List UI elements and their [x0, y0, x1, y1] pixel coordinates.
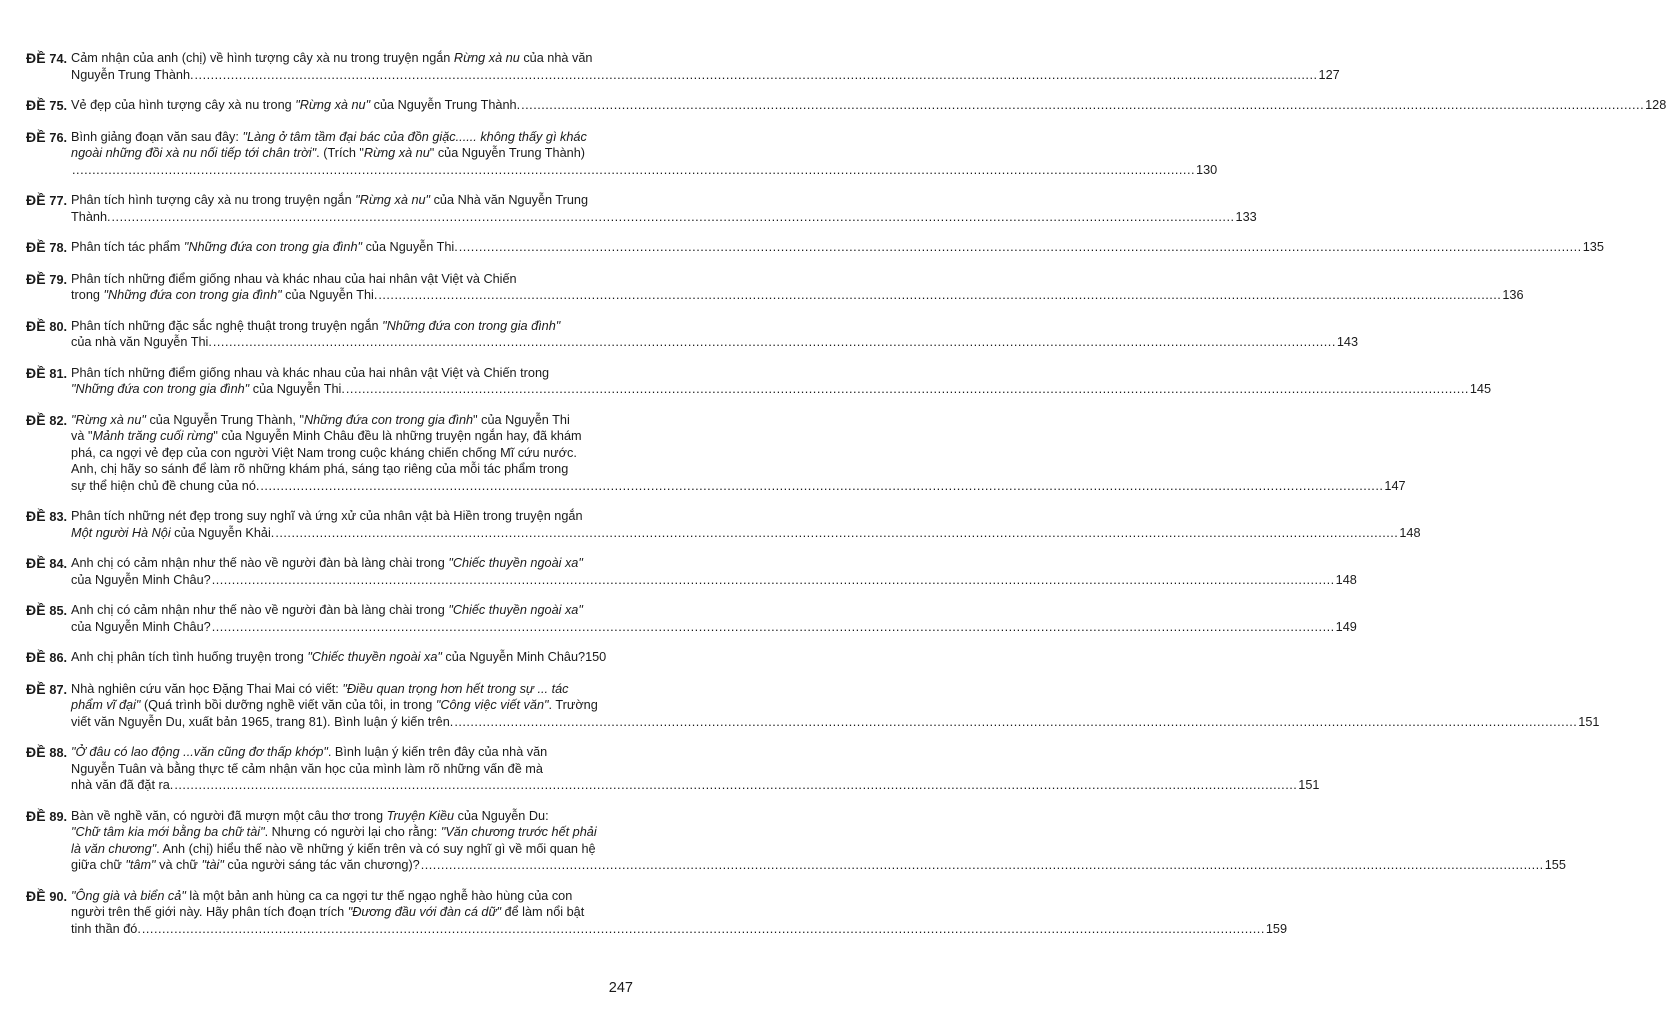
entry-page-number: 148	[1335, 572, 1357, 587]
entry-number: 75.	[45, 99, 68, 113]
line-text	[71, 857, 420, 874]
line-text	[71, 478, 259, 495]
text-line	[71, 97, 1666, 114]
italic-text: "Những đứa con trong gia đình"	[382, 318, 561, 333]
line-text	[71, 777, 173, 794]
line-text	[71, 602, 583, 619]
plain-text: . Trường	[548, 698, 598, 712]
line-text	[71, 67, 194, 84]
text-line	[71, 697, 638, 714]
entry-label	[26, 365, 71, 398]
toc-entry	[26, 50, 1340, 83]
plain-text: Anh chị có cảm nhận như thế nào về người đàn bà làng chài trong	[71, 603, 449, 617]
text-line	[71, 192, 638, 209]
line-text	[71, 921, 141, 938]
plain-text: . Nhưng có người lại cho rằng:	[264, 825, 441, 839]
entry-text	[71, 129, 1218, 179]
toc-entry	[26, 744, 1320, 794]
text-line	[71, 921, 1288, 938]
text-line	[71, 67, 1340, 84]
plain-text: Anh chị có cảm nhận như thế nào về người đàn bà làng chài trong	[71, 556, 449, 570]
entry-number: 90.	[45, 889, 68, 904]
entry-number: 79.	[45, 272, 68, 287]
entry-label	[26, 239, 71, 257]
entry-number: 80.	[45, 319, 68, 334]
line-text	[71, 525, 274, 542]
entry-label	[26, 508, 71, 541]
plain-text: Nhà nghiên cứu văn học Đặng Thai Mai có viết:	[71, 681, 343, 696]
italic-text: phẩm vĩ đại"	[71, 698, 141, 712]
plain-text: của Nguyễn Minh Châu?150	[441, 650, 607, 664]
plain-text: Anh, chị hãy so sánh để làm rõ những khám phá, sáng tạo riêng của mỗi tác phẩm trong	[71, 462, 569, 476]
plain-text: Phân tích những điểm giống nhau và khác nhau của hai nhân vật Việt và Chiến trong	[71, 365, 550, 380]
plain-text: của Nguyễn Du:	[454, 808, 549, 823]
dot-leader	[112, 209, 1235, 226]
entry-page-number: 130	[1196, 162, 1218, 177]
text-line	[71, 714, 1600, 731]
text-line	[71, 129, 638, 146]
dot-leader	[212, 619, 1335, 636]
text-line	[71, 162, 1218, 179]
entry-prefix: ĐỀ	[26, 744, 46, 760]
text-line	[71, 461, 638, 478]
line-text	[71, 841, 596, 858]
line-text	[71, 50, 592, 67]
entry-text	[71, 365, 1492, 398]
line-text	[71, 209, 111, 226]
text-line	[71, 744, 638, 761]
dot-leader	[421, 857, 1544, 874]
text-line	[71, 287, 1524, 304]
line-text	[71, 744, 547, 761]
entry-page-number: 159	[1265, 921, 1288, 936]
text-line	[71, 841, 638, 858]
line-text	[71, 681, 569, 698]
italic-text: "Chữ tâm kia mới bằng ba chữ tài"	[71, 825, 265, 839]
entry-number: 78.	[45, 241, 68, 255]
plain-text: của Nguyễn Trung Thành.	[370, 98, 521, 112]
plain-text: là một bản anh hùng ca ca ngợi tư thế ngạo nghễ hào hùng của con	[185, 888, 573, 903]
toc-entry	[26, 239, 1604, 257]
entry-prefix: ĐỀ	[26, 602, 46, 618]
entry-text	[71, 97, 1666, 115]
line-text	[71, 572, 211, 589]
plain-text: của Nguyễn Thi.	[362, 240, 458, 254]
line-text	[71, 904, 584, 921]
text-line	[71, 365, 638, 382]
plain-text: (Quá trình bồi dưỡng nghề viết văn của tôi, in trong	[140, 698, 436, 712]
entry-label	[26, 649, 71, 667]
plain-text: của Nguyễn Minh Châu?	[71, 619, 211, 634]
plain-text: Bàn về nghề văn, có người đã mượn một câu thơ trong	[71, 808, 387, 823]
text-line	[71, 50, 638, 67]
plain-text: của Nguyễn Khải.	[170, 525, 275, 540]
line-text	[71, 555, 583, 572]
entry-number: 84.	[45, 557, 68, 571]
toc-entry	[26, 192, 1257, 225]
italic-text: Rừng xà nu	[453, 51, 520, 65]
entry-prefix: ĐỀ	[26, 239, 46, 255]
toc-entry	[26, 97, 1666, 115]
toc-entry	[26, 649, 638, 667]
entry-text	[71, 508, 1421, 541]
plain-text: Nguyễn Tuân và bằng thực tế cảm nhận văn học của mình làm rõ những vấn đề mà	[71, 761, 543, 776]
line-text	[71, 287, 377, 304]
plain-text: viết văn Nguyễn Du, xuất bản 1965, trang 81). Bình luận ý kiến trên.	[71, 714, 454, 729]
entry-text	[71, 239, 1604, 257]
toc-entry	[26, 128, 1218, 179]
text-line	[71, 619, 1357, 636]
entry-page-number: 133	[1235, 209, 1257, 224]
plain-text: " của Nguyễn Minh Châu đều là những truyện ngắn hay, đã khám	[213, 429, 582, 443]
text-line	[71, 318, 638, 335]
text-line	[71, 761, 638, 778]
entry-label	[26, 412, 71, 495]
entry-page-number: 155	[1544, 858, 1566, 872]
plain-text: Thành.	[71, 209, 111, 224]
text-line	[71, 888, 638, 905]
plain-text: và "	[71, 429, 93, 443]
line-text	[71, 808, 549, 825]
plain-text: Cảm nhận của anh (chị) về hình tượng cây xà nu trong truyện ngắn	[71, 51, 454, 65]
italic-text: "Điều quan trọng hơn hết trong sự ... tác	[342, 681, 569, 696]
entry-text	[71, 271, 1524, 304]
plain-text: " của Nguyễn Trung Thành)	[429, 146, 586, 160]
plain-text: và chữ	[155, 858, 202, 872]
plain-text: Phân tích hình tượng cây xà nu trong truyện ngắn	[71, 193, 356, 207]
entry-label	[26, 808, 71, 874]
toc-entry	[26, 508, 1421, 541]
plain-text: tinh thần đó.	[71, 921, 141, 936]
toc-entry	[26, 807, 1566, 874]
plain-text: Phân tích những nét đẹp trong suy nghĩ và ứng xử của nhân vật bà Hiền trong truyện ngắn	[71, 509, 583, 523]
plain-text: người trên thế giới này. Hãy phân tích đoạn trích	[71, 905, 348, 919]
plain-text: Vẻ đẹp của hình tượng cây xà nu trong	[71, 98, 296, 112]
entry-page-number: 127	[1318, 67, 1340, 82]
entry-number: 74.	[45, 52, 68, 66]
plain-text: sự thể hiện chủ đề chung của nó.	[71, 478, 260, 493]
entry-number: 82.	[45, 413, 68, 428]
dot-leader	[378, 287, 1501, 304]
text-line	[71, 239, 1604, 256]
dot-leader	[213, 334, 1336, 351]
entry-prefix: ĐỀ	[26, 317, 46, 334]
entry-label	[26, 744, 71, 794]
italic-text: ngoài những đồi xà nu nối tiếp tới chân trời"	[71, 146, 317, 160]
entry-text	[71, 681, 1600, 731]
entry-label	[26, 888, 71, 938]
entry-prefix: ĐỀ	[26, 97, 46, 113]
dot-leader	[459, 239, 1582, 256]
entry-prefix: ĐỀ	[26, 411, 46, 428]
italic-text: "Văn chương trước hết phải	[440, 825, 597, 839]
line-text	[71, 271, 517, 288]
dot-leader	[346, 381, 1469, 398]
plain-text: của Nguyễn Thi.	[281, 288, 378, 302]
text-line	[71, 271, 638, 288]
text-line	[71, 808, 638, 825]
plain-text: Nguyễn Trung Thành.	[71, 67, 194, 82]
entry-prefix: ĐỀ	[26, 50, 46, 66]
text-line	[71, 904, 638, 921]
plain-text: của nhà văn Nguyễn Thi.	[71, 335, 212, 349]
entry-page-number: 149	[1335, 619, 1357, 634]
toc-entry	[26, 317, 1359, 351]
entry-label	[26, 271, 71, 304]
entry-text	[71, 50, 1340, 83]
text-line	[71, 428, 638, 445]
italic-text: Những đứa con trong gia đình	[303, 412, 474, 427]
plain-text: phá, ca ngợi vẻ đẹp của con người Việt Nam trong cuộc kháng chiến chống Mĩ cứu nước.	[71, 445, 577, 460]
entry-text	[71, 602, 1357, 635]
text-line	[71, 508, 638, 525]
plain-text: nhà văn đã đặt ra.	[71, 778, 174, 792]
italic-text: "Rừng xà nu"	[295, 98, 371, 112]
line-text	[71, 714, 453, 731]
table-of-contents	[26, 50, 1666, 951]
entry-number: 83.	[45, 510, 68, 524]
plain-text: Bình giảng đoạn văn sau đây:	[71, 129, 243, 144]
line-text	[71, 239, 458, 256]
entry-prefix: ĐỀ	[26, 508, 46, 524]
italic-text: "Đương đầu với đàn cá dữ"	[347, 905, 502, 919]
plain-text: Phân tích những đặc sắc nghệ thuật trong truyện ngắn	[71, 318, 383, 333]
italic-text: "Làng ở tâm tầm đại bác của đồn giặc...... không thấy gì khác	[242, 129, 587, 144]
toc-entry	[26, 411, 1406, 495]
entry-text	[71, 808, 1566, 874]
entry-page-number: 136	[1502, 288, 1524, 302]
entry-label	[26, 129, 71, 179]
line-text	[71, 192, 588, 209]
line-text	[71, 97, 520, 114]
entry-page-number: 128	[1645, 98, 1666, 112]
toc-entry	[26, 887, 1288, 938]
entry-number: 81.	[45, 366, 68, 381]
plain-text: Anh chị phân tích tình huống truyện trong	[71, 650, 308, 664]
plain-text: Phân tích những điểm giống nhau và khác nhau của hai nhân vật Việt và Chiến	[71, 271, 517, 286]
line-text	[71, 445, 577, 462]
entry-page-number: 145	[1469, 382, 1492, 396]
italic-text: "tài"	[201, 858, 224, 872]
plain-text: Phân tích tác phẩm	[71, 240, 184, 254]
italic-text: "Công việc viết văn"	[435, 698, 549, 712]
entry-prefix: ĐỀ	[26, 128, 46, 145]
dot-leader	[521, 97, 1644, 114]
italic-text: "Chiếc thuyền ngoài xa"	[448, 603, 583, 617]
entry-page-number: 151	[1298, 778, 1320, 792]
plain-text: . (Trích "	[316, 146, 364, 160]
italic-text: Mảnh trăng cuối rừng	[92, 429, 214, 443]
line-text	[71, 318, 560, 335]
text-line	[71, 412, 638, 429]
entry-prefix: ĐỀ	[26, 364, 46, 381]
entry-number: 86.	[45, 651, 68, 665]
plain-text: của Nhà văn Nguyễn Trung	[430, 193, 589, 207]
entry-number: 87.	[45, 682, 68, 697]
plain-text: của Nguyễn Minh Châu?	[71, 572, 211, 587]
plain-text: . Anh (chị) hiểu thế nào về những ý kiến trên và có suy nghĩ gì về mối quan hệ	[156, 841, 596, 856]
text-line	[71, 525, 1421, 542]
text-line	[71, 649, 638, 666]
toc-entry	[26, 602, 1357, 635]
line-text	[71, 381, 345, 398]
line-text	[71, 649, 606, 666]
line-text	[71, 761, 543, 778]
line-text	[71, 365, 549, 382]
line-text	[71, 334, 212, 351]
text-line	[71, 445, 638, 462]
dot-leader	[195, 67, 1318, 84]
italic-text: "Những đứa con trong gia đình"	[71, 382, 250, 396]
line-text	[71, 619, 211, 636]
line-text	[71, 129, 587, 146]
page-number: 247	[608, 980, 633, 996]
entry-prefix: ĐỀ	[26, 807, 46, 824]
plain-text: để làm nổi bật	[501, 905, 585, 919]
text-line	[71, 572, 1357, 589]
italic-text: "Rừng xà nu"	[355, 193, 431, 207]
entry-number: 77.	[45, 194, 68, 208]
text-line	[71, 209, 1257, 226]
plain-text: của Nguyễn Trung Thành, "	[145, 412, 304, 427]
italic-text: "Chiếc thuyền ngoài xa"	[448, 556, 583, 570]
toc-entry	[26, 270, 1524, 304]
plain-text: giữa chữ	[71, 858, 126, 872]
entry-label	[26, 555, 71, 588]
plain-text: " của Nguyễn Thi	[473, 412, 570, 427]
toc-entry	[26, 555, 1357, 588]
text-line	[71, 681, 638, 698]
line-text	[71, 461, 568, 478]
text-line	[71, 334, 1359, 351]
text-line	[71, 145, 638, 162]
entry-text	[71, 649, 638, 667]
entry-prefix: ĐỀ	[26, 887, 46, 904]
line-text	[71, 824, 597, 841]
line-text	[71, 697, 598, 714]
entry-text	[71, 744, 1320, 794]
plain-text: trong	[71, 288, 104, 302]
italic-text: "Rừng xà nu"	[71, 412, 146, 427]
entry-text	[71, 318, 1359, 351]
italic-text: Một người Hà Nội	[71, 525, 171, 540]
dot-leader	[142, 921, 1265, 938]
text-line	[71, 857, 1566, 874]
entry-text	[71, 888, 1288, 938]
italic-text: "Những đứa con trong gia đình"	[103, 288, 282, 302]
plain-text: . Bình luận ý kiến trên đây của nhà văn	[327, 745, 548, 759]
dot-leader	[260, 478, 1383, 495]
entry-prefix: ĐỀ	[26, 649, 46, 665]
entry-text	[71, 555, 1357, 588]
entry-label	[26, 602, 71, 635]
text-line	[71, 555, 638, 572]
italic-text: "Ở đâu có lao động ...văn cũng đơ thấp khớp"	[71, 745, 328, 759]
entry-prefix: ĐỀ	[26, 270, 46, 287]
dot-leader	[174, 777, 1297, 794]
line-text	[71, 412, 570, 429]
entry-page-number: 151	[1578, 714, 1600, 729]
italic-text: Truyện Kiều	[386, 808, 455, 823]
entry-text	[71, 412, 1406, 495]
line-text	[71, 145, 585, 162]
line-text	[71, 888, 572, 905]
text-line	[71, 777, 1320, 794]
entry-prefix: ĐỀ	[26, 555, 46, 571]
entry-number: 76.	[45, 130, 68, 145]
entry-number: 88.	[45, 746, 68, 760]
entry-number: 89.	[45, 809, 68, 824]
text-line	[71, 478, 1406, 495]
text-line	[71, 381, 1492, 398]
plain-text: của người sáng tác văn chương)?	[223, 858, 420, 872]
entry-label	[26, 681, 71, 731]
dot-leader	[212, 572, 1335, 589]
line-text	[71, 428, 582, 445]
italic-text: "tâm"	[125, 858, 156, 872]
italic-text: là văn chương"	[71, 841, 157, 856]
italic-text: "Ông già và biển cả"	[71, 888, 186, 903]
italic-text: "Chiếc thuyền ngoài xa"	[307, 650, 442, 664]
plain-text: của Nguyễn Thi.	[249, 382, 345, 396]
entry-prefix: ĐỀ	[26, 680, 46, 697]
entry-number: 85.	[45, 604, 68, 618]
dot-leader	[72, 162, 1195, 179]
text-line	[71, 602, 638, 619]
entry-page-number: 135	[1582, 240, 1604, 254]
italic-text: Rừng xà nu	[363, 146, 430, 160]
italic-text: "Những đứa con trong gia đình"	[183, 240, 363, 254]
entry-prefix: ĐỀ	[26, 192, 46, 208]
entry-page-number: 147	[1384, 478, 1406, 493]
text-line	[71, 824, 638, 841]
line-text	[71, 508, 582, 525]
toc-entry	[26, 364, 1492, 398]
dot-leader	[275, 525, 1398, 542]
entry-label	[26, 192, 71, 225]
dot-leader	[454, 714, 1577, 731]
plain-text: của nhà văn	[519, 51, 593, 65]
entry-label	[26, 97, 71, 115]
toc-entry	[26, 680, 1600, 731]
entry-text	[71, 192, 1257, 225]
entry-page-number: 143	[1336, 335, 1359, 349]
entry-label	[26, 318, 71, 351]
entry-label	[26, 50, 71, 83]
entry-page-number: 148	[1399, 525, 1421, 540]
